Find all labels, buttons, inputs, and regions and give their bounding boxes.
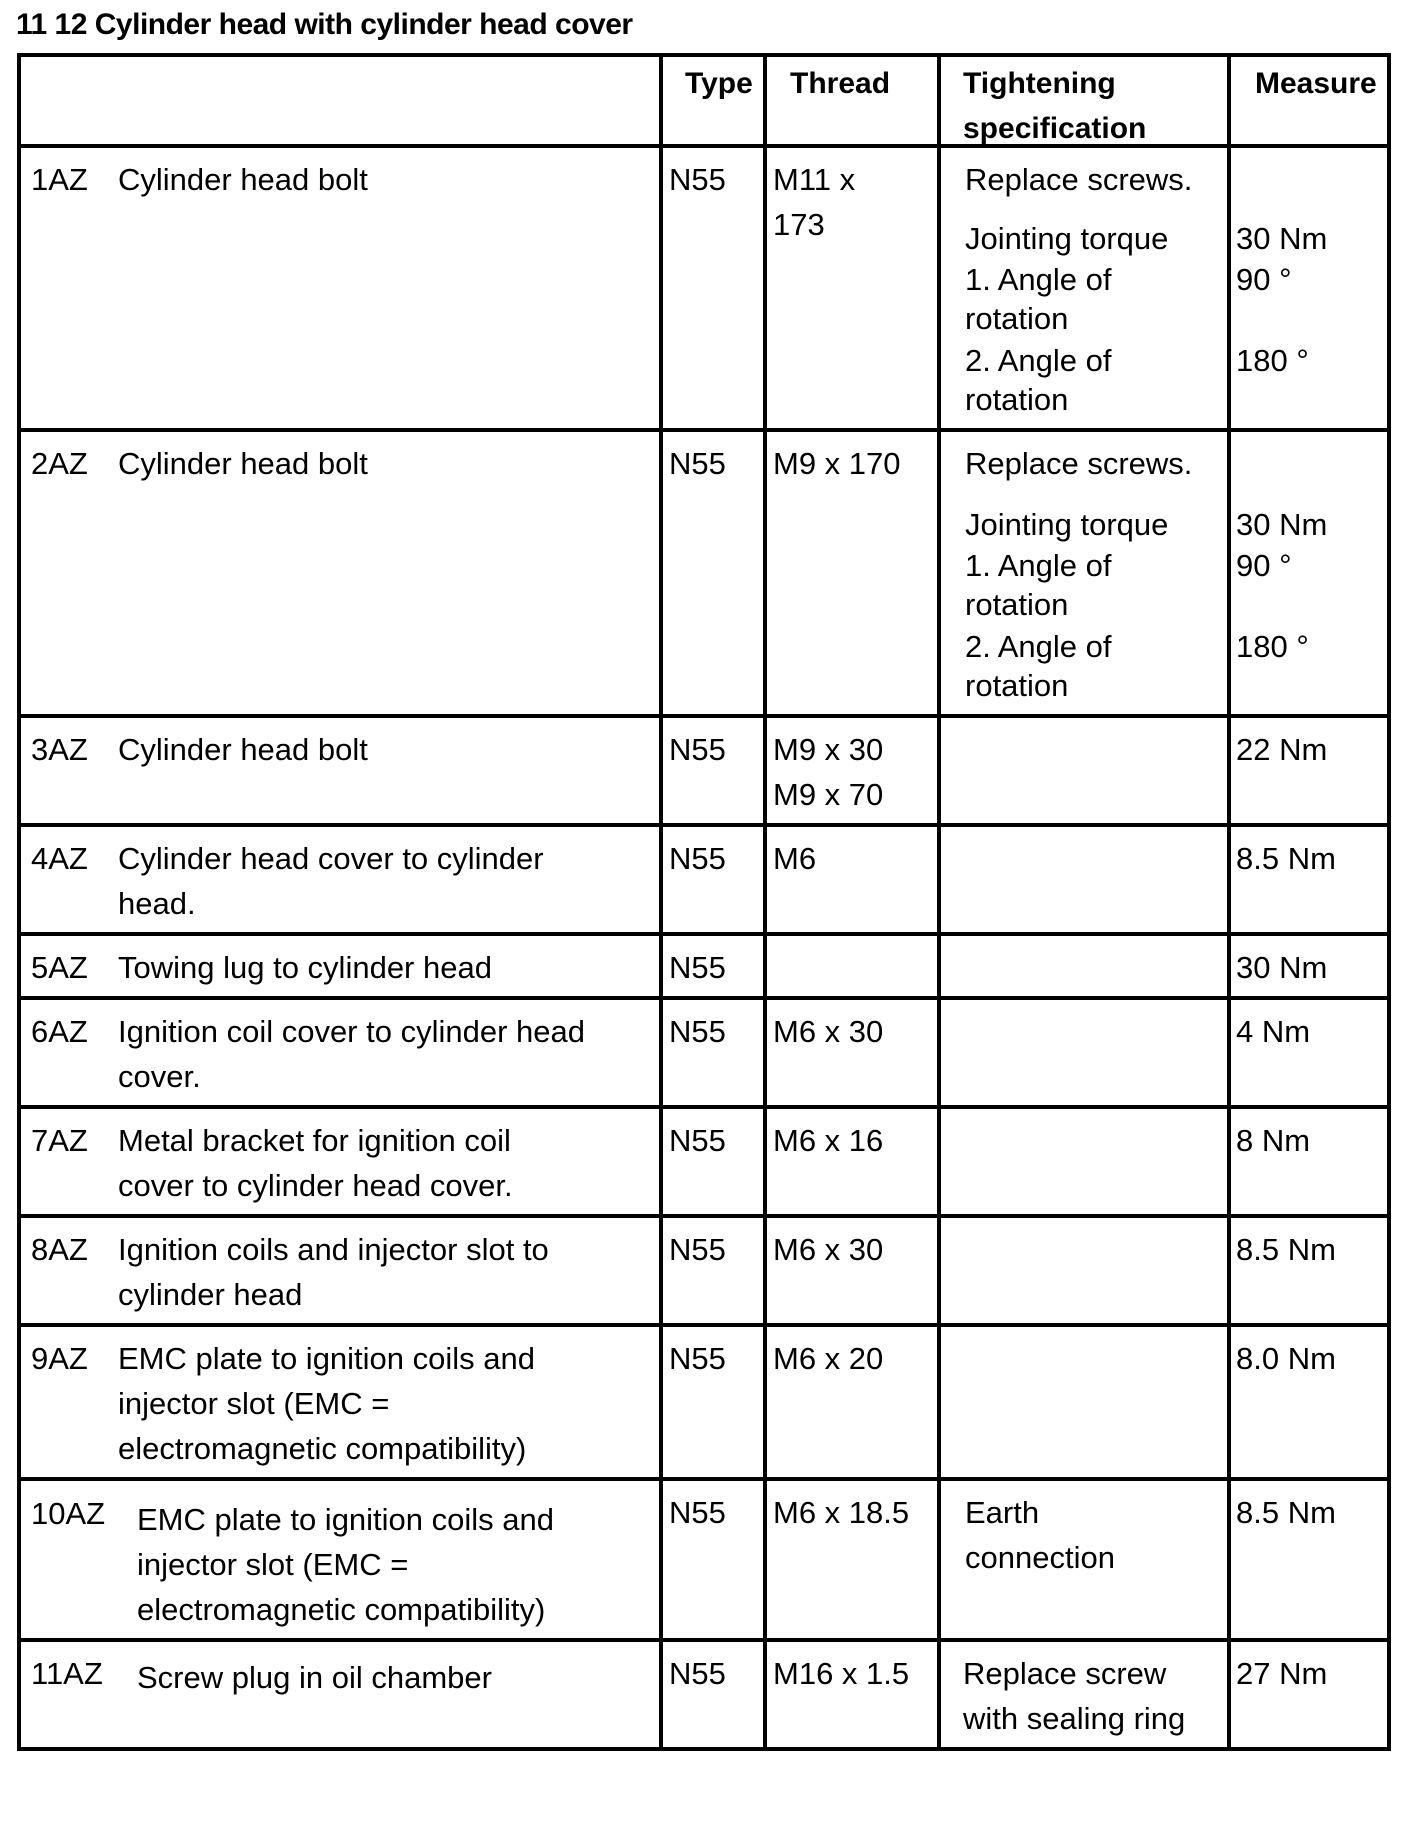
item-number: 5AZ [31, 950, 88, 985]
measure-cell: 30 Nm 90 ° 180 ° [1229, 430, 1389, 716]
thread-cell [765, 934, 939, 998]
table-row [19, 1325, 1389, 1479]
table-row [19, 430, 1389, 716]
item-description: EMC plate to ignition coils and injector slot (EMC = electromagnetic compatibility) [137, 1502, 555, 1627]
spec-cell: Replace screw with sealing ring [939, 1640, 1229, 1749]
measure-cell: 27 Nm [1229, 1640, 1389, 1749]
type-cell: N55 [661, 1479, 765, 1640]
thread-cell: M6 x 20 [765, 1325, 939, 1479]
measure-cell: 8.5 Nm [1229, 825, 1389, 934]
measure-cell: 8.5 Nm [1229, 1479, 1389, 1640]
item-cell [19, 825, 661, 934]
type-cell: N55 [661, 998, 765, 1107]
type-cell: N55 [661, 146, 765, 430]
spec-cell: Earth connection [939, 1479, 1229, 1640]
item-number: 3AZ [31, 732, 88, 767]
torque-spec-table [17, 53, 1391, 1751]
thread-cell: M6 [765, 825, 939, 934]
table-row [19, 1216, 1389, 1325]
type-cell: N55 [661, 1216, 765, 1325]
table-row [19, 1479, 1389, 1640]
measure-cell: 8 Nm [1229, 1107, 1389, 1216]
item-description: Cylinder head bolt [118, 162, 368, 197]
type-cell: N55 [661, 934, 765, 998]
item-cell [19, 1216, 661, 1325]
type-cell: N55 [661, 430, 765, 716]
item-cell [19, 146, 661, 430]
item-number: 11AZ [31, 1656, 103, 1691]
table-row [19, 716, 1389, 825]
item-description: Metal bracket for ignition coil cover to cylinder head cover. [118, 1123, 513, 1203]
spec-cell [939, 1216, 1229, 1325]
column-header-tightening-specification: Tightening specification [939, 55, 1229, 146]
column-header-item [19, 55, 661, 146]
type-cell: N55 [661, 1107, 765, 1216]
column-header-type: Type [661, 55, 765, 146]
item-description: Cylinder head bolt [118, 732, 368, 767]
item-description: Screw plug in oil chamber [137, 1660, 492, 1695]
header-row [19, 55, 1389, 146]
spec-cell [939, 716, 1229, 825]
item-cell [19, 934, 661, 998]
item-description: Towing lug to cylinder head [118, 950, 492, 985]
item-cell [19, 1325, 661, 1479]
item-number: 9AZ [31, 1341, 88, 1376]
type-cell: N55 [661, 1325, 765, 1479]
type-cell: N55 [661, 716, 765, 825]
item-cell [19, 1107, 661, 1216]
thread-cell: M16 x 1.5 [765, 1640, 939, 1749]
item-number: 6AZ [31, 1014, 88, 1049]
item-cell [19, 1479, 661, 1640]
table-row [19, 934, 1389, 998]
thread-cell: M6 x 16 [765, 1107, 939, 1216]
spec-cell: Replace screws. Jointing torque 1. Angle of rotation 2. Angle of rotation [939, 146, 1229, 430]
item-number: 7AZ [31, 1123, 88, 1158]
type-cell: N55 [661, 825, 765, 934]
item-description: Cylinder head cover to cylinder head. [118, 841, 544, 921]
spec-cell [939, 934, 1229, 998]
item-number: 4AZ [31, 841, 88, 876]
item-cell [19, 998, 661, 1107]
page-title: 11 12 Cylinder head with cylinder head cover [16, 8, 633, 41]
item-cell [19, 716, 661, 825]
item-description: EMC plate to ignition coils and injector slot (EMC = electromagnetic compatibility) [118, 1341, 536, 1466]
item-cell [19, 430, 661, 716]
item-number: 1AZ [31, 162, 88, 197]
table-row [19, 146, 1389, 430]
table-row [19, 1640, 1389, 1749]
column-header-measure: Measure [1229, 55, 1389, 146]
thread-cell: M6 x 30 [765, 1216, 939, 1325]
thread-cell: M9 x 30 M9 x 70 [765, 716, 939, 825]
measure-cell: 30 Nm [1229, 934, 1389, 998]
thread-cell: M9 x 170 [765, 430, 939, 716]
measure-cell: 30 Nm 90 ° 180 ° [1229, 146, 1389, 430]
measure-cell: 8.5 Nm [1229, 1216, 1389, 1325]
table-row [19, 1107, 1389, 1216]
type-cell: N55 [661, 1640, 765, 1749]
thread-cell: M6 x 18.5 [765, 1479, 939, 1640]
item-number: 2AZ [31, 446, 88, 481]
spec-cell [939, 998, 1229, 1107]
item-description: Cylinder head bolt [118, 446, 368, 481]
table-row [19, 998, 1389, 1107]
item-cell [19, 1640, 661, 1749]
spec-cell [939, 1325, 1229, 1479]
thread-cell: M6 x 30 [765, 998, 939, 1107]
table-row [19, 825, 1389, 934]
item-number: 10AZ [31, 1496, 106, 1531]
thread-cell: M11 x 173 [765, 146, 939, 430]
measure-cell: 4 Nm [1229, 998, 1389, 1107]
spec-cell [939, 1107, 1229, 1216]
column-header-thread: Thread [765, 55, 939, 146]
item-number: 8AZ [31, 1232, 88, 1267]
measure-cell: 22 Nm [1229, 716, 1389, 825]
spec-cell: Replace screws. Jointing torque 1. Angle of rotation 2. Angle of rotation [939, 430, 1229, 716]
item-description: Ignition coils and injector slot to cylinder head [118, 1232, 549, 1312]
spec-cell [939, 825, 1229, 934]
item-description: Ignition coil cover to cylinder head cover. [118, 1014, 585, 1094]
measure-cell: 8.0 Nm [1229, 1325, 1389, 1479]
